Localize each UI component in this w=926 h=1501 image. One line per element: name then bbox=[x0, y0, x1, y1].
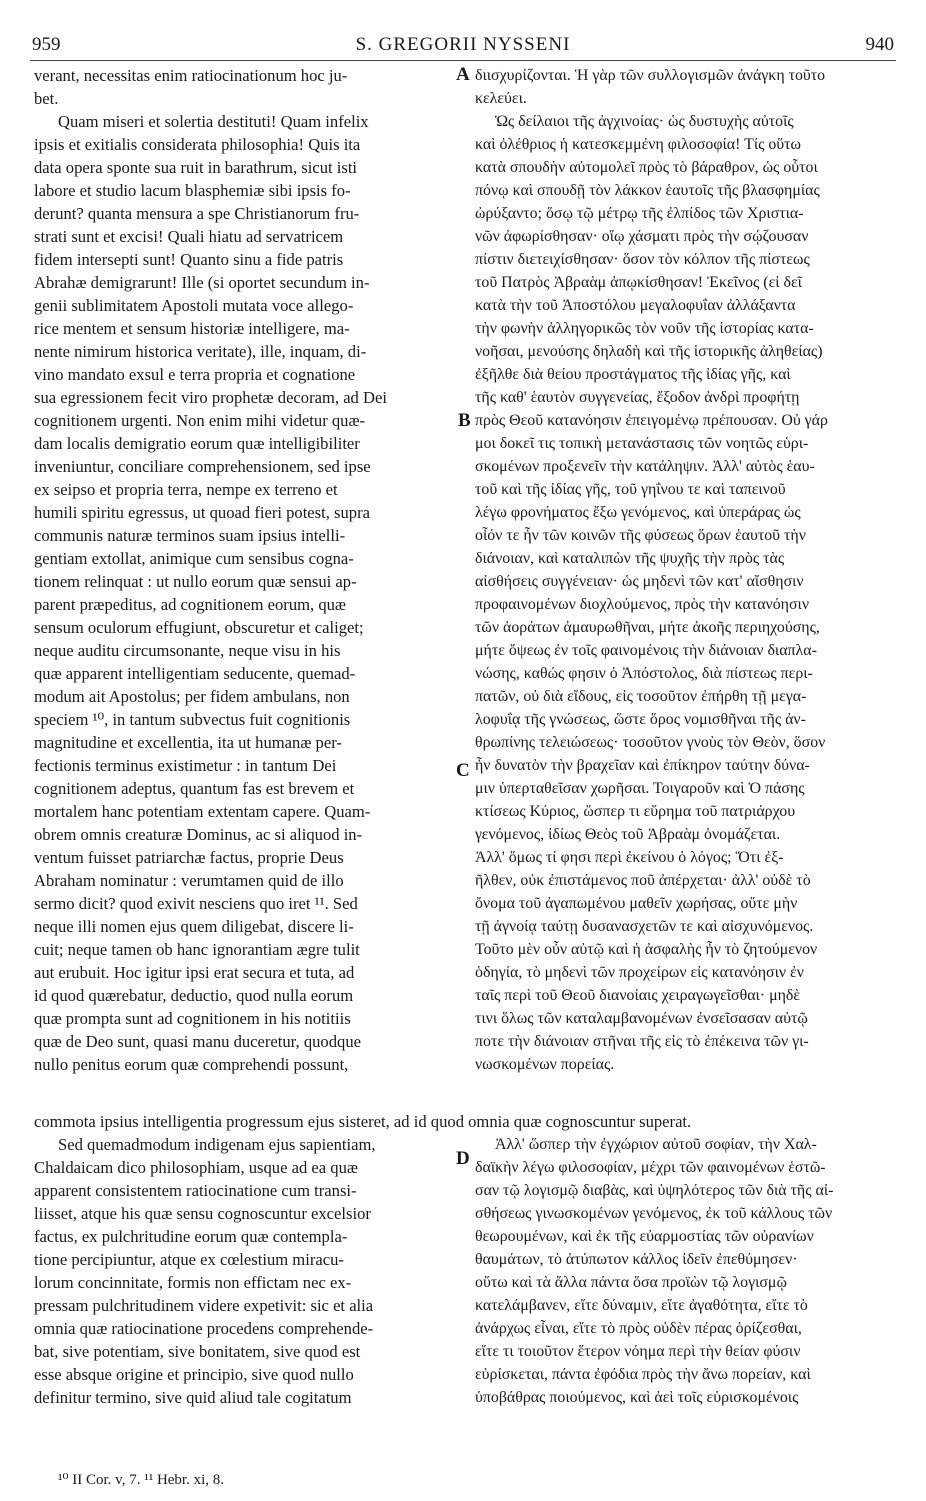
text-line: ῆλθεν, οὐκ ἐπιστάμενος ποῦ ἀπέρχεται· ἀλλ' οὐδὲ τὸ bbox=[475, 872, 811, 889]
text-line: definitur termino, sive quid aliud tale cogitatum bbox=[34, 1388, 352, 1407]
text-line: parent præpeditus, ad cognitionem eorum, quæ bbox=[34, 595, 346, 614]
text-line: cognitionem urgenti. Non enim mihi videtur quæ- bbox=[34, 411, 366, 430]
margin-letter-b: B bbox=[458, 410, 471, 431]
text-line: κατὰ τὴν τοῦ Ἀποστόλου μεγαλοφυΐαν ἀλλάξαντα bbox=[475, 297, 796, 314]
text-line: οἷόν τε ἦν τῶν κοινῶν τῆς φύσεως ὅρων ἑαυτοῦ τὴν bbox=[475, 527, 806, 544]
text-line: ὄνομα τοῦ ἀγαπωμένου μαθεῖν χωρήσας, οὔτε μὴν bbox=[475, 895, 798, 912]
text-line: Abraham nominatur : verumtamen quid de illo bbox=[34, 871, 344, 890]
text-line: pressam pulchritudinem videre expetivit: sic et alia bbox=[34, 1296, 374, 1315]
text-line: θρωπίνης τελειώσεως· τοσοῦτον γνοὺς τὸν Θεὸν, ὅσον bbox=[475, 734, 826, 751]
text-line: διισχυρίζονται. Ἡ γὰρ τῶν συλλογισμῶν ἀνάγκη τοῦτο bbox=[475, 67, 826, 84]
text-line: νοῆσαι, μενούσης δηλαδὴ καὶ τῆς ἱστορικῆς ἀληθείας) bbox=[475, 343, 823, 360]
text-line: σαν τῷ λογισμῷ διαβὰς, καὶ ὑψηλότερος τῶν διὰ τῆς αἰ- bbox=[475, 1182, 834, 1199]
text-line: derunt? quanta mensura a spe Christianorum fru- bbox=[34, 204, 360, 223]
text-line: humili spiritu egressus, ut quoad fieri potest, supra bbox=[34, 503, 370, 522]
text-line: πρὸς Θεοῦ κατανόησιν ἐπειγομένῳ πρέπουσαν. Οὐ γάρ bbox=[475, 412, 828, 429]
text-line: οὕτω καὶ τὰ ἄλλα πάντα ὅσα προϊὼν τῷ λογισμῷ bbox=[475, 1274, 787, 1291]
text-line: speciem ¹⁰, in tantum subvectus fuit cognitionis bbox=[34, 710, 351, 729]
text-line: magnitudine et excellentia, ita ut humanæ per- bbox=[34, 733, 342, 752]
text-line: εὑρίσκεται, πάντα ἐφόδια πρὸς τὴν ἄνω πορείαν, καὶ bbox=[475, 1366, 811, 1383]
text-line: γενόμενος, ἰδίως Θεὸς τοῦ Ἀβραὰμ ὀνομάζεται. bbox=[475, 826, 781, 843]
text-line: Ἀλλ' ὅμως τί φησι περὶ ἐκείνου ὁ λόγος; Ὅτι ἐξ- bbox=[475, 849, 784, 866]
text-line: ταῖς περὶ τοῦ Θεοῦ διανοίαις χειραγωγεῖσθαι· μηδὲ bbox=[475, 987, 801, 1004]
text-line: quæ de Deo sunt, quasi manu duceretur, quodque bbox=[34, 1032, 361, 1051]
text-line: obrem omnis creaturæ Dominus, ac si aliquod in- bbox=[34, 825, 363, 844]
text-line: sermo dicit? quod exivit nesciens quo iret ¹¹. Sed bbox=[34, 894, 358, 913]
text-line: καὶ ὀλέθριος ἡ κατεσκεμμένη φιλοσοφία! Τίς οὕτω bbox=[475, 136, 802, 153]
text-line: neque auditu circumsonante, neque visu in his bbox=[34, 641, 341, 660]
text-line: inveniuntur, conciliare comprehensionem, sed ipse bbox=[34, 457, 371, 476]
running-title: S. GREGORII NYSSENI bbox=[355, 34, 571, 55]
running-header bbox=[32, 34, 894, 58]
text-line: labore et studio lacum blasphemiæ sibi ipsis fo- bbox=[34, 181, 351, 200]
text-line: verant, necessitas enim ratiocinationum hoc ju- bbox=[34, 66, 348, 85]
text-line: ποτε τὴν διάνοιαν στῆναι τῆς εἰς τὸ ἐπέκεινα τῶν γι- bbox=[475, 1033, 809, 1050]
text-line: θεωρουμένων, καὶ ἐκ τῆς εὐαρμοστίας τῶν οὐρανίων bbox=[475, 1228, 814, 1245]
text-line: aut erubuit. Hoc igitur ipsi erat secura et tuta, ad bbox=[34, 963, 355, 982]
text-line: τῇ ἀγνοίᾳ ταύτῃ δυσανασχετῶν τε καὶ αἰσχυνόμενος. bbox=[475, 918, 814, 935]
text-line: λοφυΐᾳ τῆς γνώσεως, ὥστε ὅρος νομισθῆναι τῆς ἀν- bbox=[475, 711, 806, 728]
text-line: Quam miseri et solertia destituti! Quam infelix bbox=[58, 112, 369, 131]
full-width-line: commota ipsius intelligentia progressum ejus sisteret, ad id quod omnia quæ cognoscuntur superat. bbox=[34, 1112, 692, 1131]
text-line: sua egressionem fecit viro prophetæ decoram, ad Dei bbox=[34, 388, 387, 407]
text-line: omnia quæ ratiocinatione procedens comprehende- bbox=[34, 1319, 374, 1338]
text-line: mortalem hanc potentiam extentam capere. Quam- bbox=[34, 802, 371, 821]
text-line: fectionis terminus existimetur : in tantum Dei bbox=[34, 756, 337, 775]
text-line: dam localis demigratio eorum quæ intelligibiliter bbox=[34, 434, 360, 453]
text-line: sensum oculorum effugiunt, obscuretur et caliget; bbox=[34, 618, 364, 637]
text-line: cognitionem adeptus, quantum fas est brevem et bbox=[34, 779, 355, 798]
latin-column-2 bbox=[34, 1133, 452, 1409]
text-line: genii sublimitatem Apostoli mutata voce allego- bbox=[34, 296, 354, 315]
header-rule bbox=[30, 60, 896, 61]
text-line: quæ prompta sunt ad cognitionem in his notitiis bbox=[34, 1009, 351, 1028]
text-line: lorum concinnitate, formis non effictam nec ex- bbox=[34, 1273, 352, 1292]
text-line: ὠρύξαντο; ὅσῳ τῷ μέτρῳ τῆς ἐλπίδος τῶν Χριστια- bbox=[475, 205, 804, 222]
text-line: μιν ὑπερταθεῖσαν χωρῆσαι. Τοιγαροῦν καὶ Ὁ πάσης bbox=[475, 780, 805, 797]
text-line: bat, sive potentiam, sive bonitatem, sive quod est bbox=[34, 1342, 361, 1361]
text-line: διάνοιαν, καὶ καταλιπὼν τῆς ψυχῆς τὴν πρὸς τὰς bbox=[475, 550, 785, 567]
text-line: τῆς καθ' ἑαυτὸν συγγενείας, ἔξοδον ἀνδρὶ προφήτῃ bbox=[475, 389, 800, 406]
text-line: Abrahæ demigrarunt! Ille (si oportet secundum in- bbox=[34, 273, 370, 292]
text-line: neque illi nomen ejus quem diligebat, discere li- bbox=[34, 917, 354, 936]
text-line: Sed quemadmodum indigenam ejus sapientiam, bbox=[58, 1135, 376, 1154]
text-line: προφαινομένων διοχλούμενος, πρὸς τὴν κατανόησιν bbox=[475, 596, 810, 613]
text-line: quæ apparent intelligentiam seducente, quemad- bbox=[34, 664, 356, 683]
text-line: ventum fuisset patriarchæ factus, proprie Deus bbox=[34, 848, 344, 867]
text-line: Τοῦτο μὲν οὖν αὐτῷ καὶ ἡ ἀσφαλὴς ἦν τὸ ζητούμενον bbox=[475, 941, 818, 958]
text-line: id quod quærebatur, deductio, quod nulla eorum bbox=[34, 986, 354, 1005]
text-line: ἀνάρχως εἶναι, εἴτε τὸ πρὸς οὐδὲν πέρας ὁρίζεσθαι, bbox=[475, 1320, 802, 1337]
text-line: communis naturæ terminos suam ipsius intelli- bbox=[34, 526, 346, 545]
text-line: νωσκομένων πορείας. bbox=[475, 1056, 615, 1073]
text-line: nente nimirum historica veritate), ille, inquam, di- bbox=[34, 342, 367, 361]
text-line: σθήσεως γινωσκομένων γενόμενος, ἐκ τοῦ κάλλους τῶν bbox=[475, 1205, 833, 1222]
text-line: rice mentem et sensum historiæ intelligere, ma- bbox=[34, 319, 350, 338]
text-line: cuit; neque tamen ob hanc ignorantiam ægre tulit bbox=[34, 940, 360, 959]
latin-column bbox=[34, 64, 452, 1076]
text-line: Ἀλλ' ὥσπερ τὴν ἐγχώριον αὐτοῦ σοφίαν, τὴν Χαλ- bbox=[495, 1136, 817, 1153]
text-line: πατῶν, οὐ διὰ εἴδους, εἰς τοσοῦτον ἐπήρθη τῇ μεγα- bbox=[475, 688, 807, 705]
text-line: data opera sponte sua ruit in barathrum, sicut isti bbox=[34, 158, 358, 177]
text-line: δαϊκὴν λέγω φιλοσοφίαν, μέχρι τῶν φαινομένων ἑστῶ- bbox=[475, 1159, 826, 1176]
text-line: factus, ex pulchritudine eorum quæ contempla- bbox=[34, 1227, 348, 1246]
text-line: esse absque origine et principio, sive quod nullo bbox=[34, 1365, 354, 1384]
text-line: strati sunt et excisi! Quali hiatu ad servatricem bbox=[34, 227, 344, 246]
text-line: ipsis et exitialis considerata philosophia! Quis ita bbox=[34, 135, 361, 154]
footnotes: ¹⁰ II Cor. v, 7. ¹¹ Hebr. xi, 8. bbox=[58, 1472, 225, 1488]
text-line: λέγω φρονήματος ἔξω γενόμενος, καὶ ὑπεράρας ὡς bbox=[475, 504, 801, 521]
page-number-right: 940 bbox=[865, 34, 894, 55]
margin-letter-c: C bbox=[456, 760, 470, 781]
text-line: πίστιν διετειχίσθησαν· ὅσον τὸν κόλπον τῆς πίστεως bbox=[475, 251, 810, 268]
text-line: κελεύει. bbox=[475, 90, 527, 107]
text-line: ex seipso et propria terra, nempe ex terreno et bbox=[34, 480, 338, 499]
text-line: κατελάμβανεν, εἴτε δύναμιν, εἴτε ἀγαθότητα, εἴτε τὸ bbox=[475, 1297, 808, 1314]
text-line: Ὡς δείλαιοι τῆς ἀγχινοίας· ὡς δυστυχὴς αὐτοῖς bbox=[495, 113, 794, 130]
text-line: liisset, atque his quæ sensu cognoscuntur excelsior bbox=[34, 1204, 371, 1223]
text-line: τοῦ Πατρὸς Ἀβραὰμ ἀπῳκίσθησαν! Ἐκεῖνος (εἰ δεῖ bbox=[475, 274, 802, 291]
text-line: bet. bbox=[34, 89, 59, 108]
text-line: πόνῳ καὶ σπουδῇ τὸν λάκκον ἑαυτοῖς τῆς βλασφημίας bbox=[475, 182, 820, 199]
text-line: nullo penitus eorum quæ comprehendi possunt, bbox=[34, 1055, 349, 1074]
text-line: tionem relinquat : ut nullo eorum quæ sensui ap- bbox=[34, 572, 357, 591]
text-line: modum ait Apostolus; per fidem ambulans, non bbox=[34, 687, 350, 706]
text-line: κτίσεως Κύριος, ὥσπερ τι εὕρημα τοῦ πατριάρχου bbox=[475, 803, 796, 820]
text-line: ἐξῆλθε διὰ θείου προστάγματος τῆς ἰδίας γῆς, καὶ bbox=[475, 366, 791, 383]
text-line: tione percipiuntur, atque ex cœlestium miracu- bbox=[34, 1250, 344, 1269]
text-line: εἴτε τι τοιοῦτον ἕτερον νόημα περὶ τὴν θείαν φύσιν bbox=[475, 1343, 801, 1360]
greek-column-2 bbox=[475, 1133, 895, 1409]
margin-letter-d: D bbox=[456, 1148, 470, 1169]
text-line: τὴν φωνὴν ἀλληγορικῶς τὸν νοῦν τῆς ἱστορίας κατα- bbox=[475, 320, 814, 337]
text-line: apparent consistentem ratiocinatione cum transi- bbox=[34, 1181, 357, 1200]
text-line: vino mandato exsul e terra propria et cognatione bbox=[34, 365, 356, 384]
text-line: σκομένων προξενεῖν τὴν κατάληψιν. Ἀλλ' αὐτὸς ἑαυ- bbox=[475, 458, 815, 475]
margin-letter-a: A bbox=[456, 64, 470, 85]
text-line: ὑποβάθρας ποιούμενος, καὶ ἀεὶ τοῖς εὑρισκομένοις bbox=[475, 1389, 799, 1406]
greek-column bbox=[475, 64, 895, 1076]
text-line: gentiam extollat, animique cum sensibus cogna- bbox=[34, 549, 354, 568]
page-number-left: 959 bbox=[32, 34, 61, 55]
text-line: fidem intersepti sunt! Quanto sinu a fide patris bbox=[34, 250, 344, 269]
text-line: τῶν ἀοράτων ἀμαυρωθῆναι, μήτε ἀκοῆς περιηχούσης, bbox=[475, 619, 820, 636]
text-line: ἦν δυνατὸν τὴν βραχεῖαν καὶ ἐπίκηρον ταύτην δύνα- bbox=[475, 757, 810, 774]
text-line: νῶν ἀφωρίσθησαν· οἵῳ χάσματι πρὸς τὴν σῴζουσαν bbox=[475, 228, 809, 245]
text-line: κατὰ σπουδὴν αὐτομολεῖ πρὸς τὸ βάραθρον, ὡς οὗτοι bbox=[475, 159, 818, 176]
text-line: τοῦ καὶ τῆς ἰδίας γῆς, τοῦ γηΐνου τε καὶ ταπεινοῦ bbox=[475, 481, 786, 498]
text-line: τινι ὅλως τῶν καταλαμβανομένων ἐνσεῖσασαν αὐτῷ bbox=[475, 1010, 808, 1027]
text-line: ὁδηγία, τὸ μηδενὶ τῶν προχείρων εἰς κατανόησιν ἐν bbox=[475, 964, 804, 981]
text-line: νώσης, καθώς φησιν ὁ Ἀπόστολος, διὰ πίστεως περι- bbox=[475, 665, 813, 682]
text-line: μήτε ὄψεως ἐν τοῖς φαινομένοις τὴν διάνοιαν διαπλα- bbox=[475, 642, 817, 659]
text-line: θαυμάτων, τὸ ἀτύπωτον κάλλος ἰδεῖν ἐπεθύμησεν· bbox=[475, 1251, 798, 1268]
text-line: Chaldaicam dico philosophiam, usque ad ea quæ bbox=[34, 1158, 358, 1177]
text-line: αἰσθήσεις συγγένειαν· ὡς μηδενὶ τῶν κατ' αἴσθησιν bbox=[475, 573, 804, 590]
text-line: μοι δοκεῖ τις τοπικὴ μετανάστασις τῶν νοητῶς εὑρι- bbox=[475, 435, 809, 452]
